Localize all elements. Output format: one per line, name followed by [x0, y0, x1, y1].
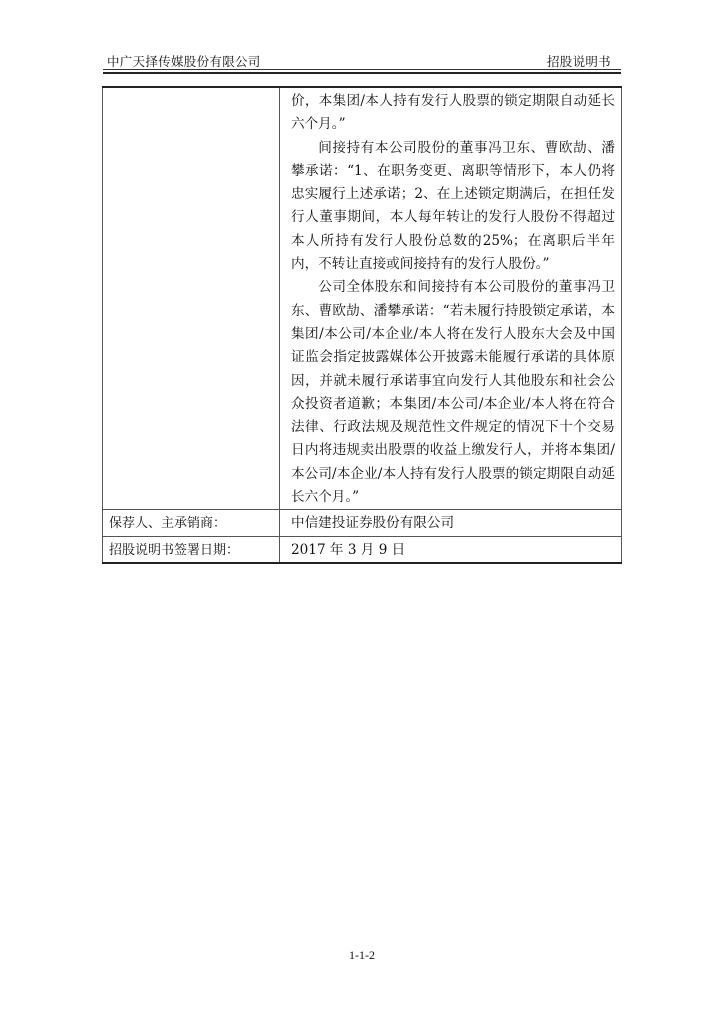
sponsor-label: 保荐人、主承销商：: [103, 510, 280, 536]
commitment-paragraph-2: 间接持有本公司股份的董事冯卫东、曹欧劼、潘攀承诺：“1、在职务变更、离职等情形下，本人仍将忠实履行上述承诺；2、在上述锁定期满后，在担任发行人董事期间，本人每年转让的发行人股份不得超过本人所持有发行人股份总数的25%；在离职后半年内，不转让直接或间接持有的发行人股份。”: [291, 139, 615, 273]
commitment-paragraph-3: 公司全体股东和间接持有本公司股份的董事冯卫东、曹欧劼、潘攀承诺：“若未履行持股锁定承诺，本集团/本公司/本企业/本人将在发行人股东大会及中国证监会指定披露媒体公开披露未能履行承诺的具体原因，并就未履行承诺事宜向发行人其他股东和社会公众投资者道歉；本集团/本公司/本企业/本人将在符合法律、行政法规及规范性文件规定的情况下十个交易日内将违规卖出股票的收益上缴发行人，并将本集团/本公司/本企业/本人持有发行人股票的锁定期限自动延长六个月。”: [291, 279, 615, 506]
commitments-value-cell: [280, 87, 622, 510]
sign-date-value: 2017 年 3 月 9 日: [280, 536, 622, 563]
page-number: 1-1-2: [349, 948, 375, 962]
header-document-type: 招股说明书: [546, 54, 611, 69]
header-rule-thin: [103, 69, 621, 70]
table-row-sign-date: [103, 536, 622, 563]
header-company-name: 中广天择传媒股份有限公司: [107, 54, 261, 69]
table-row-commitments: [103, 87, 622, 510]
table-row-sponsor: [103, 510, 622, 536]
page-header: [0, 0, 724, 80]
commitment-paragraph-1: 价，本集团/本人持有发行人股票的锁定期限自动延长六个月。”: [291, 93, 615, 133]
sign-date-label: 招股说明书签署日期：: [103, 536, 280, 563]
commitments-label-cell: [103, 87, 280, 510]
header-rule-thick: [103, 72, 621, 74]
prospectus-cover-table: [102, 86, 622, 564]
sponsor-value: 中信建投证券股份有限公司: [280, 510, 622, 536]
